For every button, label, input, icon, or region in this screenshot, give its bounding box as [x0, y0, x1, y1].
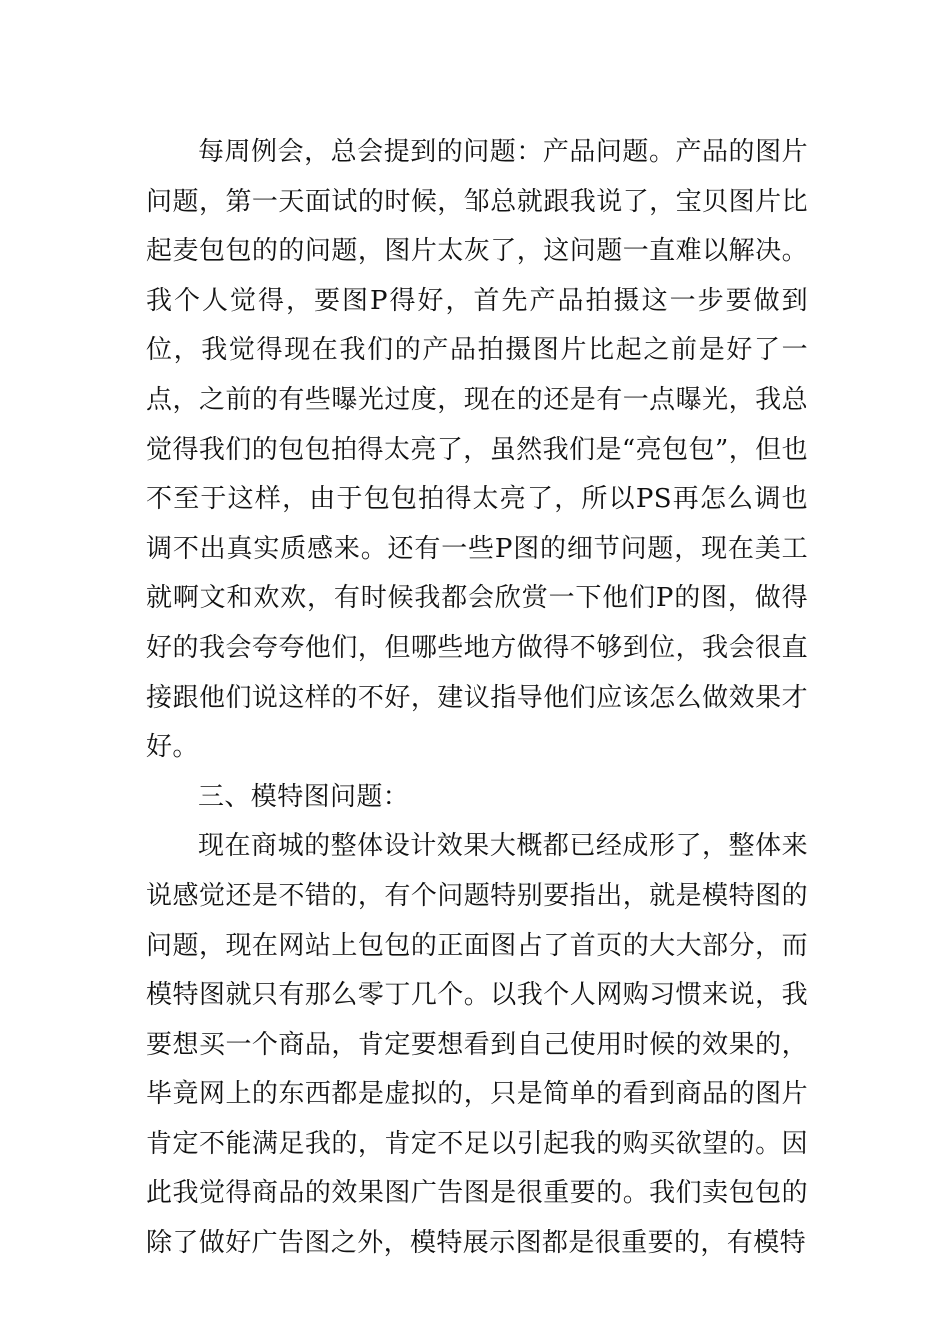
paragraph-product-photos: 每周例会，总会提到的问题：产品问题。产品的图片问题，第一天面试的时候，邹总就跟我说了，宝贝图片比起麦包包的的问题，图片太灰了，这问题一直难以解决。我个人觉得，要图P得好，首先产品拍摄这一步要做到位，我觉得现在我们的产品拍摄图片比起之前是好了一点，之前的有些曝光过度，现在的还是有一点曝光，我总觉得我们的包包拍得太亮了，虽然我们是“亮包包”，但也不至于这样，由于包包拍得太亮了，所以PS再怎么调也调不出真实质感来。还有一些P图的细节问题，现在美工就啊文和欢欢，有时候我都会欣赏一下他们P的图，做得好的我会夸夸他们，但哪些地方做得不够到位，我会很直接跟他们说这样的不好，建议指导他们应该怎么做效果才好。: [146, 137, 808, 763]
document-body: [146, 128, 808, 1269]
section-heading-model-photos: 三、模特图问题：: [198, 781, 410, 812]
paragraph-model-photos: 现在商城的整体设计效果大概都已经成形了，整体来说感觉还是不错的，有个问题特别要指出，就是模特图的问题，现在网站上包包的正面图占了首页的大大部分，而模特图就只有那么零丁几个。以我个人网购习惯来说，我要想买一个商品，肯定要想看到自己使用时候的效果的，毕竟网上的东西都是虚拟的，只是简单的看到商品的图片肯定不能满足我的，肯定不足以引起我的购买欲望的。因此我觉得商品的效果图广告图是很重要的。我们卖包包的除了做好广告图之外，模特展示图都是很重要的，有模特: [146, 831, 808, 1259]
